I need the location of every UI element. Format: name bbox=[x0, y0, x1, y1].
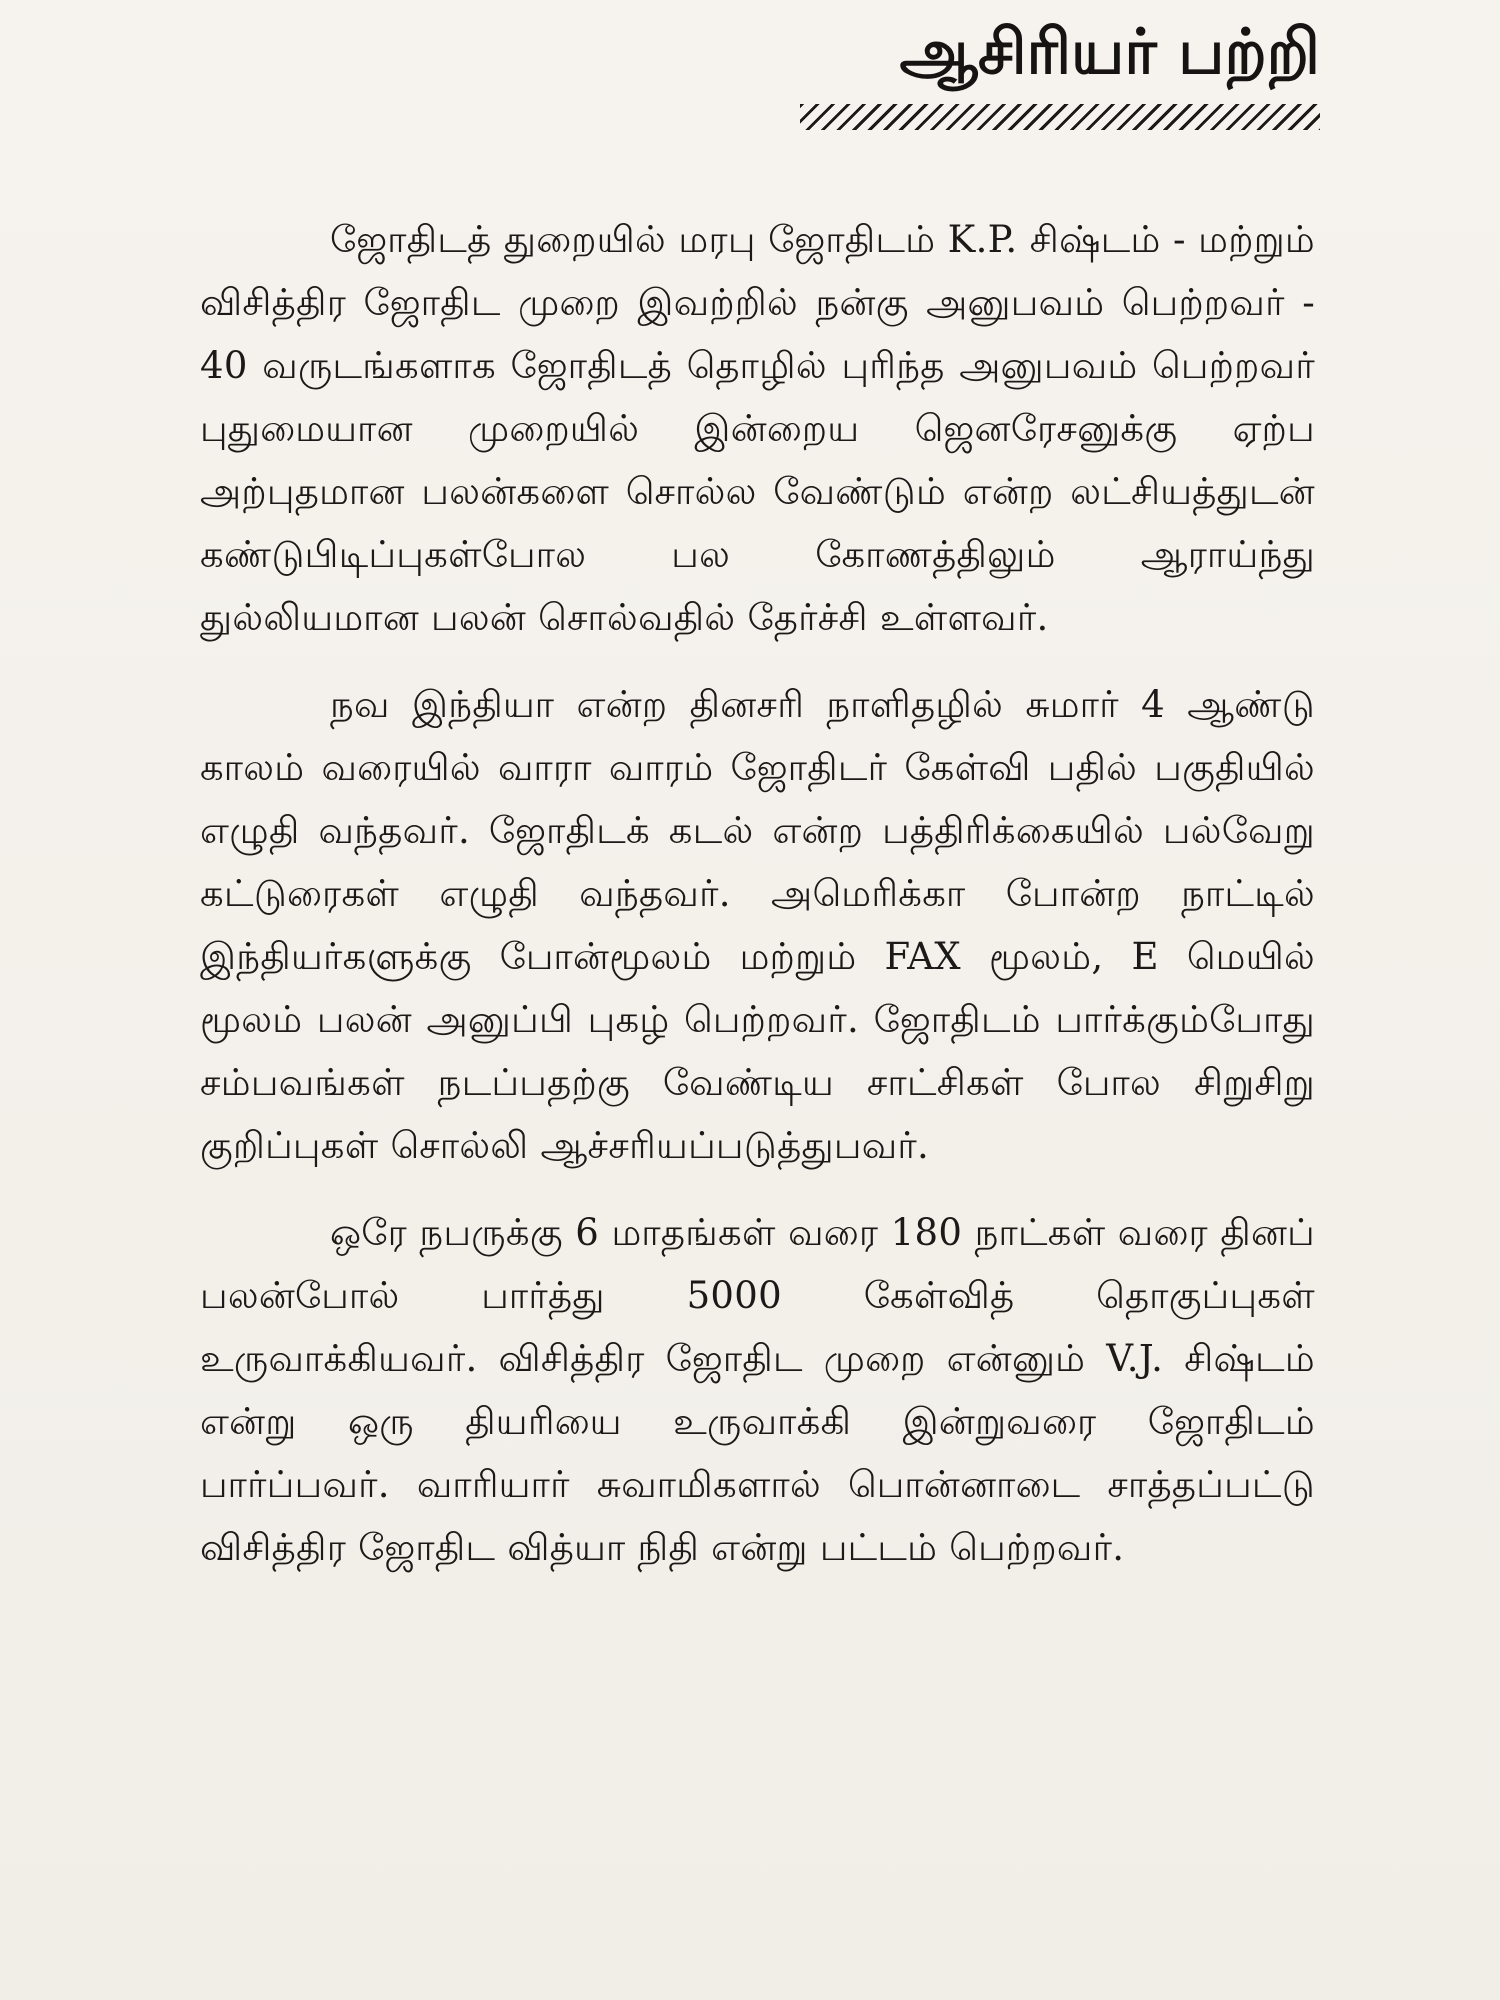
paragraph-3: ஒரே நபருக்கு 6 மாதங்கள் வரை 180 நாட்கள் வரை தினப் பலன்போல் பார்த்து 5000 கேள்வித் தொகுப்புகள் உருவாக்கியவர். விசித்திர ஜோதிட முறை என்னும் V.J. சிஷ்டம் என்று ஒரு தியரியை உருவாக்கி இன்றுவரை ஜோதிடம் பார்ப்பவர். வாரியார் சுவாமிகளால் பொன்னாடை சாத்தப்பட்டு விசித்திர ஜோதிட வித்யா நிதி என்று பட்டம் பெற்றவர். bbox=[200, 1211, 1315, 1569]
page-title: ஆசிரியர் பற்றி bbox=[899, 15, 1320, 88]
body-text bbox=[200, 208, 1315, 1603]
paragraph-1: ஜோதிடத் துறையில் மரபு ஜோதிடம் K.P. சிஷ்டம் - மற்றும் விசித்திர ஜோதிட முறை இவற்றில் நன்கு அனுபவம் பெற்றவர் - 40 வருடங்களாக ஜோதிடத் தொழில் புரிந்த அனுபவம் பெற்றவர் புதுமையான முறையில் இன்றைய ஜெனரேசனுக்கு ஏற்ப அற்புதமான பலன்களை சொல்ல வேண்டும் என்ற லட்சியத்துடன் கண்டுபிடிப்புகள்போல பல கோணத்திலும் ஆராய்ந்து துல்லியமான பலன் சொல்வதில் தேர்ச்சி உள்ளவர். bbox=[200, 218, 1315, 639]
paragraph-2: நவ இந்தியா என்ற தினசரி நாளிதழில் சுமார் 4 ஆண்டு காலம் வரையில் வாரா வாரம் ஜோதிடர் கேள்வி பதில் பகுதியில் எழுதி வந்தவர். ஜோதிடக் கடல் என்ற பத்திரிக்கையில் பல்வேறு கட்டுரைகள் எழுதி வந்தவர். அமெரிக்கா போன்ற நாட்டில் இந்தியர்களுக்கு போன்மூலம் மற்றும் FAX மூலம், E மெயில் மூலம் பலன் அனுப்பி புகழ் பெற்றவர். ஜோதிடம் பார்க்கும்போது சம்பவங்கள் நடப்பதற்கு வேண்டிய சாட்சிகள் போல சிறுசிறு குறிப்புகள் சொல்லி ஆச்சரியப்படுத்துபவர். bbox=[200, 683, 1315, 1167]
title-underline-hatch bbox=[800, 104, 1320, 130]
